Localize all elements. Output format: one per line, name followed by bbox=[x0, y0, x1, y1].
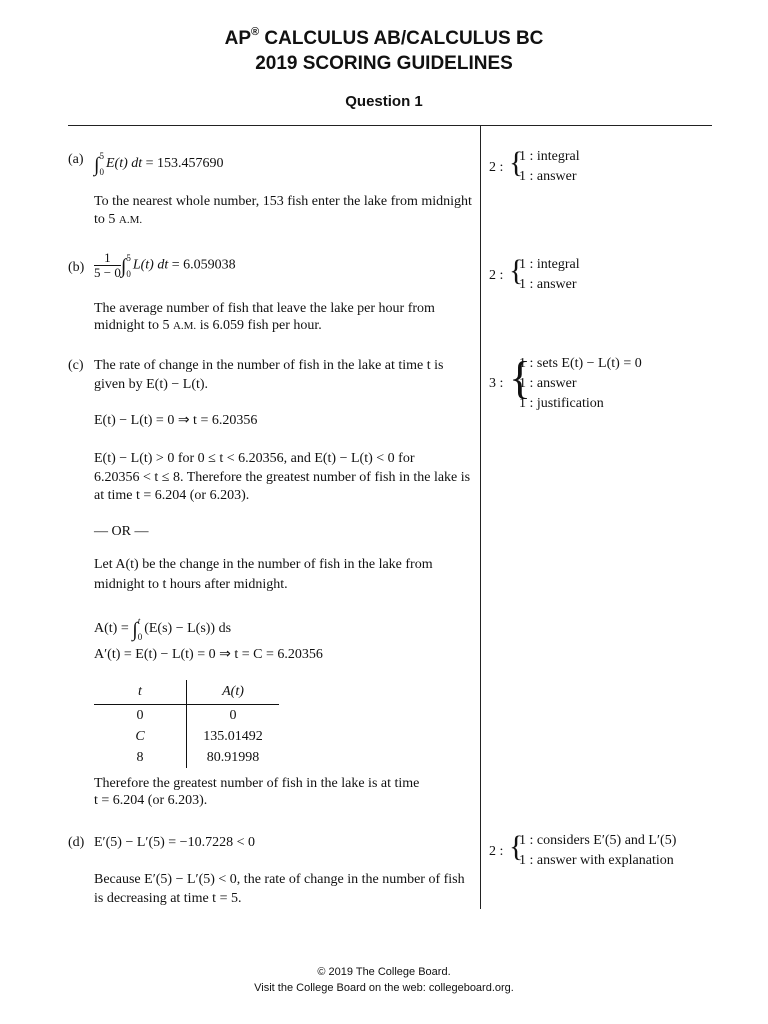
question-heading: Question 1 bbox=[345, 93, 423, 110]
table-cell: 135.01492 bbox=[203, 728, 263, 744]
page-subtitle: 2019 SCORING GUIDELINES bbox=[255, 53, 513, 74]
score-block-c: 3 : { 1 : sets E(t) − L(t) = 0 1 : answer 1 : justification bbox=[489, 352, 642, 411]
part-c-equation: E(t) − L(t) = 0 ⇒ t = 6.20356 bbox=[94, 413, 258, 428]
score-block-b: 2 : { 1 : integral 1 : answer bbox=[489, 254, 580, 292]
part-c-text: E(t) − L(t) > 0 for 0 ≤ t < 6.20356, and E(t) − L(t) < 0 for bbox=[94, 451, 415, 466]
part-c-text: at time t = 6.204 (or 6.203). bbox=[94, 488, 250, 503]
brace: { bbox=[509, 830, 524, 863]
score-block-d: 2 : { 1 : considers E′(5) and L′(5) 1 : answer with explanation bbox=[489, 830, 677, 868]
part-c-label: (c) bbox=[68, 358, 84, 373]
registered-mark: ® bbox=[251, 26, 260, 38]
part-a-text: To the nearest whole number, 153 fish enter the lake from midnight bbox=[94, 194, 472, 209]
header-rule bbox=[68, 125, 712, 126]
part-b-text: midnight to 5 A.M. is 6.059 fish per hour. bbox=[94, 318, 322, 333]
table-row bbox=[94, 747, 279, 768]
part-b-label: (b) bbox=[68, 260, 85, 275]
part-d-text: Because E′(5) − L′(5) < 0, the rate of change in the number of fish bbox=[94, 872, 465, 887]
table-cell: 0 bbox=[94, 705, 187, 727]
table-cell: C bbox=[94, 726, 187, 747]
part-c-text: t = 6.204 (or 6.203). bbox=[94, 793, 208, 808]
part-b-equation: $\frac{1}{5 - 0}$ ∫ 5 0 L(t) dt = 6.059038 bbox=[94, 250, 236, 280]
part-d-equation: E′(5) − L′(5) = −10.7228 < 0 bbox=[94, 835, 255, 850]
score-block-a: 2 : { 1 : integral 1 : answer bbox=[489, 146, 580, 184]
footer-copyright: © 2019 The College Board. bbox=[317, 966, 451, 978]
brace: { bbox=[509, 254, 524, 287]
table-header: t bbox=[94, 680, 187, 705]
part-c-text: midnight to t hours after midnight. bbox=[94, 577, 288, 592]
footer-link-text: Visit the College Board on the web: collegeboard.org. bbox=[254, 982, 514, 994]
part-c-text: Therefore the greatest number of fish in the lake is at time bbox=[94, 776, 420, 791]
part-a-label: (a) bbox=[68, 152, 84, 167]
part-d-text: is decreasing at time t = 5. bbox=[94, 891, 242, 906]
part-c-text: 6.20356 < t ≤ 8. Therefore the greatest number of fish in the lake is bbox=[94, 470, 471, 485]
brace: { bbox=[509, 352, 532, 403]
table-row bbox=[94, 705, 279, 727]
brace: { bbox=[509, 146, 524, 179]
table-header-row bbox=[94, 680, 279, 705]
table-header: A(t) bbox=[187, 680, 280, 705]
part-a-text: to 5 A.M. bbox=[94, 212, 143, 227]
part-c-equation: A(t) = ∫ t 0 (E(s) − L(s)) ds bbox=[94, 616, 232, 642]
part-c-text: The rate of change in the number of fish in the lake at time t is bbox=[94, 358, 444, 373]
table-cell: 80.91998 bbox=[206, 749, 260, 765]
part-c-text: given by E(t) − L(t). bbox=[94, 377, 209, 392]
or-separator: — OR — bbox=[94, 524, 149, 539]
part-d-label: (d) bbox=[68, 835, 85, 850]
table-cell: 8 bbox=[94, 747, 187, 768]
page-title: AP® CALCULUS AB/CALCULUS BC bbox=[224, 26, 544, 49]
part-c-equation: A′(t) = E(t) − L(t) = 0 ⇒ t = C = 6.20356 bbox=[94, 647, 323, 662]
part-a-equation: ∫ 5 0 E(t) dt = 153.457690 bbox=[94, 151, 224, 177]
column-divider bbox=[480, 125, 481, 909]
values-table bbox=[94, 680, 279, 768]
table-cell: 0 bbox=[229, 707, 237, 723]
part-b-text: The average number of fish that leave the lake per hour from bbox=[94, 301, 435, 316]
part-c-text: Let A(t) be the change in the number of fish in the lake from bbox=[94, 557, 433, 572]
table-row bbox=[94, 726, 279, 747]
